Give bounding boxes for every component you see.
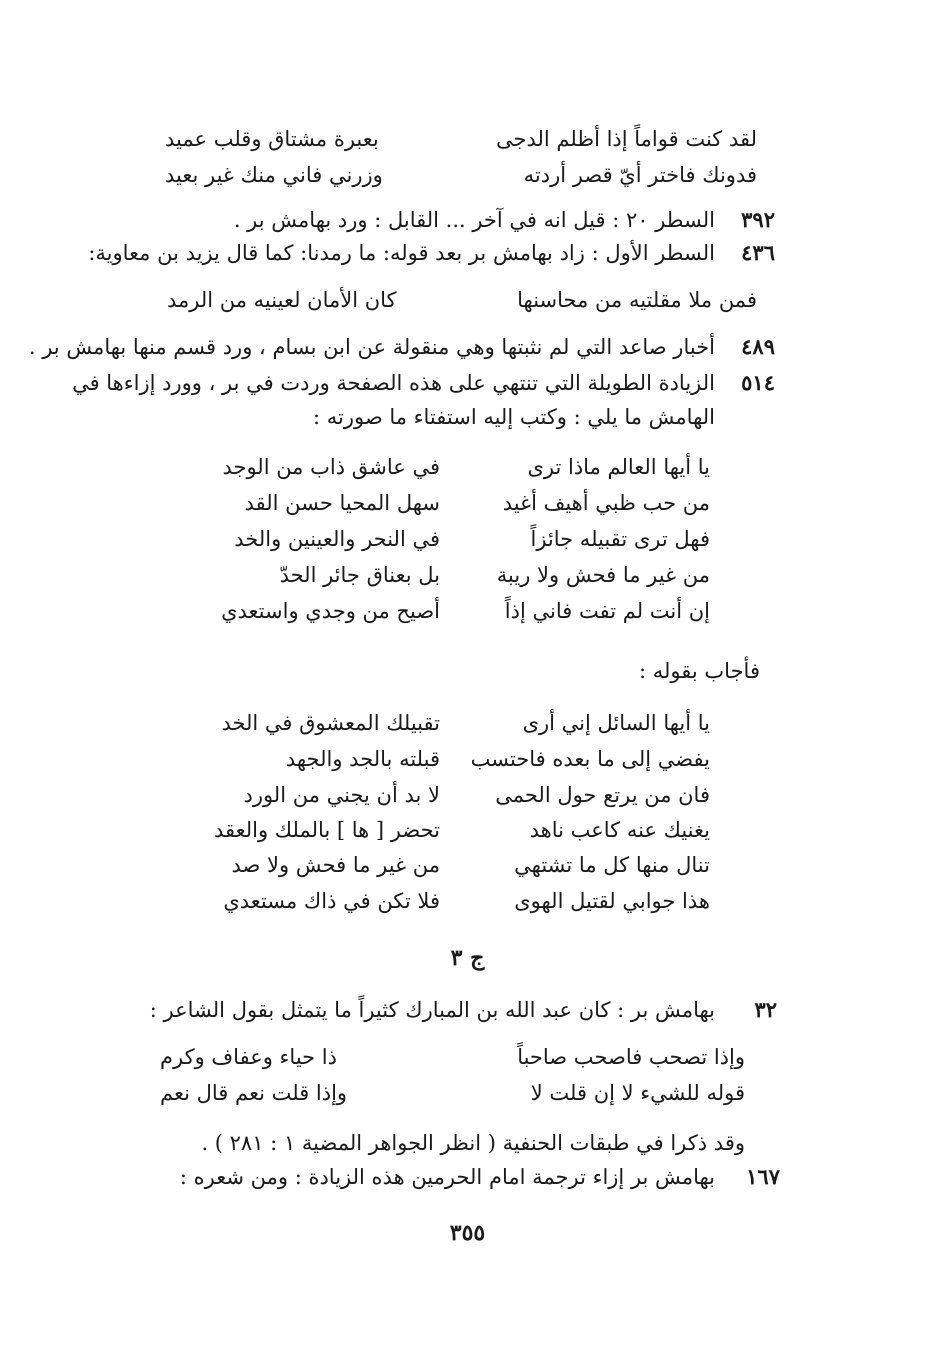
verse-top-1-b: بعبرة مشتاق وقلب عميد [165,127,379,151]
note-text: الهامش ما يلي : وكتب إليه استفتاء ما صورته : [312,405,715,429]
poem-a-1-a: يا أيها السائل إني أرى [522,711,710,735]
note-text: أخبار صاعد التي لم نثبتها وهي منقولة عن ابن بسام ، ورد قسم منها بهامش بر . [28,335,715,359]
verse-32-1-a: وإذا تصحب فاصحب صاحباً [517,1045,745,1069]
answer-intro: فأجاب بقوله : [639,659,760,683]
poem-a-5-a: تنال منها كل ما تشتهي [514,853,710,877]
poem-q-4-a: من غير ما فحش ولا ريبة [496,563,710,587]
poem-q-5-b: أصيح من وجدي واستعدي [221,599,440,623]
note-reference: وقد ذكرا في طبقات الحنفية ( انظر الجواهر المضية ١ : ٢٨١ ) . [201,1131,745,1155]
note-number: ٤٨٩ [741,334,775,359]
note-number: ٥١٤ [741,370,775,395]
verse-top-1-a: لقد كنت قواماً إذا أظلم الدجى [496,127,757,151]
note-number: ٤٣٦ [741,240,775,265]
verse-mid-b: كان الأمان لعينيه من الرمد [167,288,397,312]
poem-a-2-a: يفضي إلى ما بعده فاحتسب [470,747,710,771]
poem-q-1-a: يا أيها العالم ماذا ترى [527,455,710,479]
note-text: بهامش بر إزاء ترجمة امام الحرمين هذه الزيادة : ومن شعره : [179,1165,715,1189]
note-number: ٣٢ [754,997,777,1022]
note-text: السطر الأول : زاد بهامش بر بعد قوله: ما رمدنا: كما قال يزيد بن معاوية: [88,241,715,265]
verse-mid-a: فمن ملا مقلتيه من محاسنها [517,288,757,312]
verse-top-2-b: وزرني فاني منك غير بعيد [165,163,383,187]
section-heading: ج ٣ [450,945,485,971]
verse-32-2-b: وإذا قلت نعم قال نعم [160,1081,348,1105]
note-number: ٣٩٢ [741,207,775,232]
note-text: بهامش بر : كان عبد الله بن المبارك كثيراً ما يتمثل بقول الشاعر : [149,998,715,1022]
poem-a-3-a: فان من يرتع حول الحمى [495,783,710,807]
poem-a-5-b: من غير ما فحش ولا صد [231,853,440,877]
poem-a-4-b: تحضر [ ها ] بالملك والعقد [213,818,440,842]
poem-q-3-b: في النحر والعينين والخد [234,527,440,551]
poem-a-2-b: قبلته بالجد والجهد [285,747,440,771]
poem-a-1-b: تقبيلك المعشوق في الخد [221,711,440,735]
verse-32-2-a: قوله للشيء لا إن قلت لا [530,1081,745,1105]
poem-q-3-a: فهل ترى تقبيله جائزاً [530,527,710,551]
poem-q-2-b: سهل المحيا حسن القد [244,491,440,515]
page-number: ٣٥٥ [449,1220,486,1246]
note-text: الزيادة الطويلة التي تنتهي على هذه الصفحة وردت في بر ، وورد إزاءها في [72,371,715,395]
note-number: ١٦٧ [746,1164,780,1189]
verse-top-2-a: فدونك فاختر أيّ قصر أردته [523,163,757,187]
verse-32-1-b: ذا حياء وعفاف وكرم [160,1045,337,1069]
poem-q-2-a: من حب ظبي أهيف أغيد [502,491,710,515]
poem-a-6-b: فلا تكن في ذاك مستعدي [223,889,440,913]
poem-q-4-b: بل بعناق جائر الحدّ [279,563,440,587]
poem-a-6-a: هذا جوابي لقتيل الهوى [514,889,710,913]
poem-q-1-b: في عاشق ذاب من الوجد [222,455,440,479]
note-text: السطر ٢٠ : قيل انه في آخر ... القابل : ورد بهامش بر . [233,208,715,232]
poem-q-5-a: إن أنت لم تفت فاني إذاً [504,599,710,623]
poem-a-3-b: لا بد أن يجني من الورد [243,783,440,807]
poem-a-4-a: يغنيك عنه كاعب ناهد [529,818,710,842]
